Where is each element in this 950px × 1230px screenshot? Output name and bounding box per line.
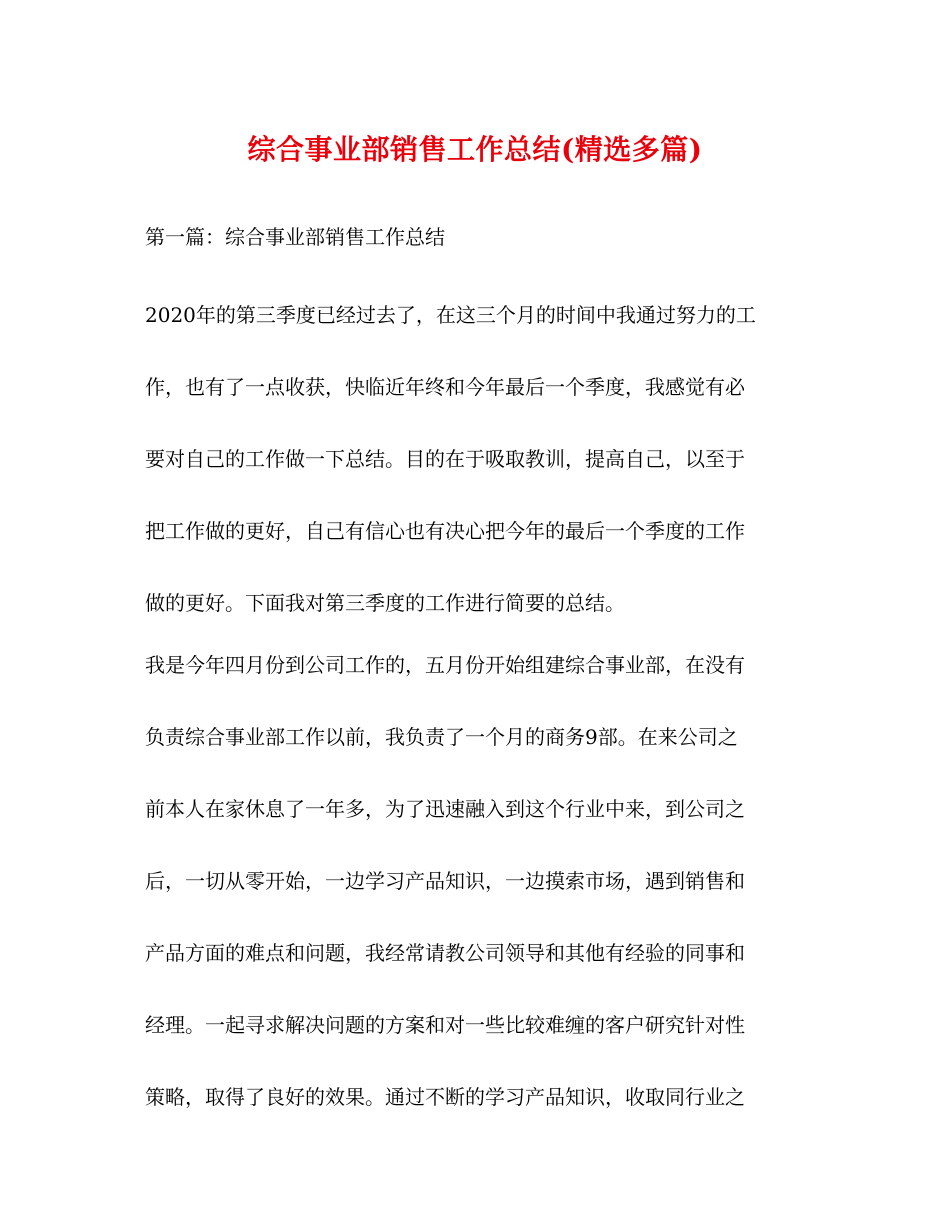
paragraph-line: 经理。一起寻求解决问题的方案和对一些比较难缠的客户研究针对性 [145, 1013, 745, 1037]
paragraph-line: 要对自己的工作做一下总结。目的在于吸取教训，提高自己，以至于 [145, 447, 745, 471]
paragraph-line: 产品方面的难点和问题，我经常请教公司领导和其他有经验的同事和 [145, 941, 745, 965]
paragraph-line: 负责综合事业部工作以前，我负责了一个月的商务9部。在来公司之 [145, 725, 738, 749]
paragraph-line: 后，一切从零开始，一边学习产品知识，一边摸索市场，遇到销售和 [145, 869, 745, 893]
paragraph-line: 我是今年四月份到公司工作的，五月份开始组建综合事业部，在没有 [145, 653, 745, 677]
paragraph-line: 2020年的第三季度已经过去了，在这三个月的时间中我通过努力的工 [145, 303, 756, 327]
section-heading: 第一篇：综合事业部销售工作总结 [145, 225, 445, 249]
paragraph-line: 作，也有了一点收获，快临近年终和今年最后一个季度，我感觉有必 [145, 375, 745, 399]
paragraph-line: 把工作做的更好，自己有信心也有决心把今年的最后一个季度的工作 [145, 519, 745, 543]
document-title: 综合事业部销售工作总结(精选多篇) [247, 133, 703, 166]
paragraph-line: 前本人在家休息了一年多，为了迅速融入到这个行业中来，到公司之 [145, 797, 745, 821]
paragraph-line: 做的更好。下面我对第三季度的工作进行简要的总结。 [145, 591, 625, 615]
paragraph-line: 策略，取得了良好的效果。通过不断的学习产品知识，收取同行业之 [145, 1085, 745, 1109]
